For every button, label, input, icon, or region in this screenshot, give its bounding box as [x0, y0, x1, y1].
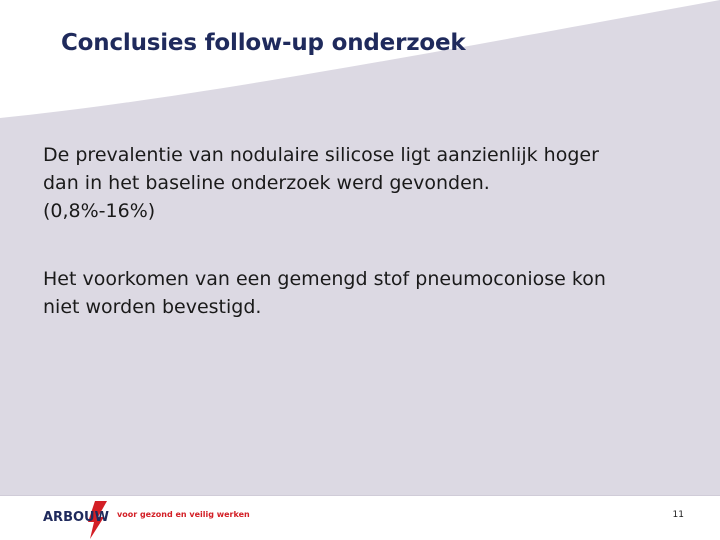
paragraph-prevalence	[43, 141, 693, 225]
arbouw-logo	[43, 499, 113, 540]
footer-tagline: voor gezond en veilig werken	[117, 510, 250, 519]
slide-body	[43, 141, 693, 321]
footer-divider	[0, 495, 720, 496]
body-line: Het voorkomen van een gemengd stof pneumoconiose kon	[43, 268, 606, 290]
page-number: 11	[672, 510, 684, 520]
body-line: niet worden bevestigd.	[43, 296, 262, 318]
paragraph-mixed-dust	[43, 265, 693, 321]
svg-text:ARBOUW: ARBOUW	[43, 510, 109, 525]
body-line: De prevalentie van nodulaire silicose ligt aanzienlijk hoger	[43, 144, 599, 166]
body-line: dan in het baseline onderzoek werd gevonden.	[43, 172, 490, 194]
body-line: (0,8%-16%)	[43, 200, 156, 222]
slide-title: Conclusies follow-up onderzoek	[61, 30, 466, 56]
